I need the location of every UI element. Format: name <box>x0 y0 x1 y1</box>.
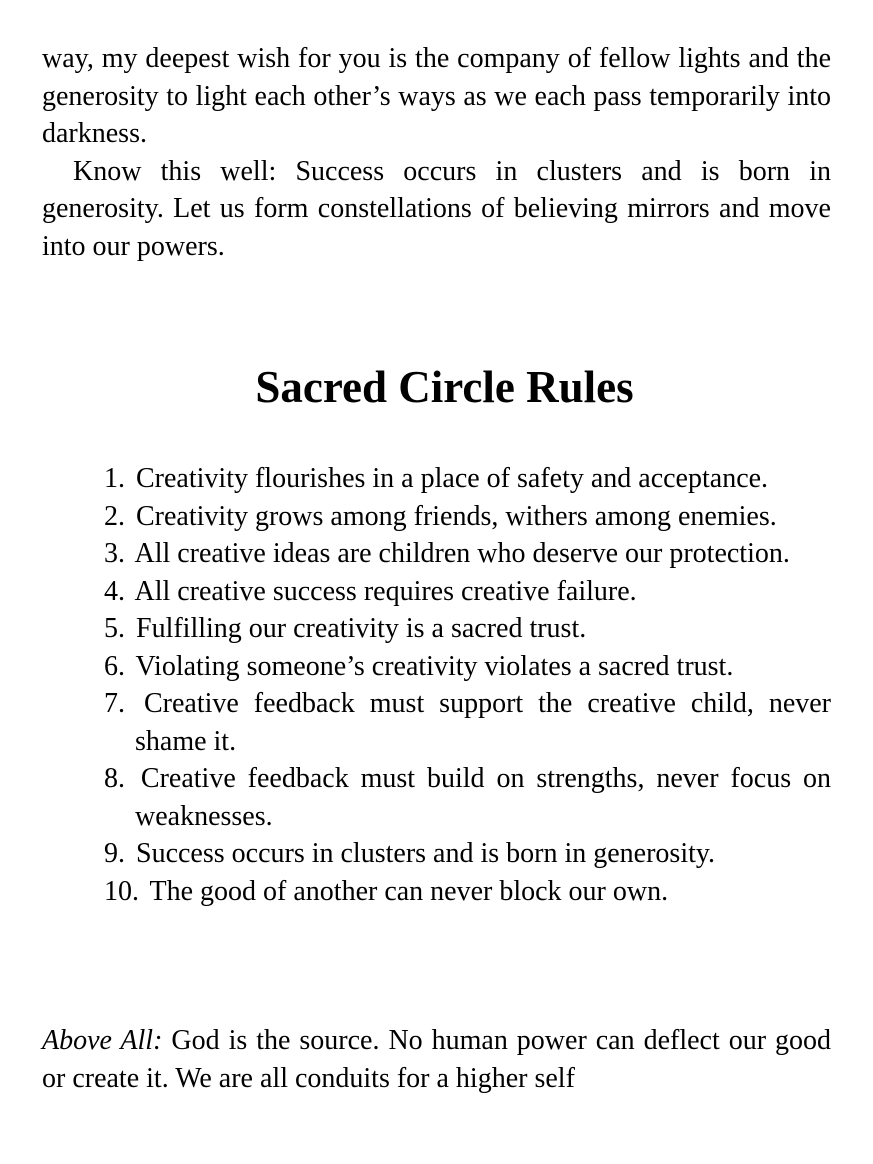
rule-text: All creative success requires creative failure. <box>134 575 637 607</box>
rule-text: The good of another can never block our own. <box>149 875 669 907</box>
rule-item-1 <box>104 460 831 498</box>
rule-item-5 <box>104 610 831 648</box>
rule-number: 2. <box>104 500 125 532</box>
rule-number: 9. <box>104 838 125 869</box>
rule-text: Fulfilling our creativity is a sacred trust. <box>136 613 587 644</box>
rule-number: 1. <box>104 463 125 494</box>
rule-text: All creative ideas are children who deserve our protection. <box>134 538 790 569</box>
rule-number: 8. <box>104 763 125 794</box>
rule-text: Creative feedback must support the creative child, never shame it. <box>135 688 831 757</box>
rule-item-10 <box>104 873 831 911</box>
rule-item-7 <box>104 685 831 760</box>
rules-list <box>104 460 831 910</box>
rule-number: 10. <box>104 875 139 907</box>
rule-item-9 <box>104 835 831 873</box>
above-all-paragraph <box>42 1022 831 1097</box>
rule-item-4 <box>104 573 831 611</box>
rule-text: Violating someone’s creativity violates a sacred trust. <box>135 650 734 682</box>
intro-paragraph-2: Know this well: Success occurs in clusters and is born in generosity. Let us form constellations of believing mirrors and move into our powers. <box>42 155 831 262</box>
rule-text: Creativity grows among friends, withers among enemies. <box>136 500 777 532</box>
book-page <box>42 40 832 1094</box>
rule-item-8 <box>104 760 831 835</box>
rule-item-6 <box>104 648 831 686</box>
rule-number: 7. <box>104 688 125 719</box>
rule-number: 3. <box>104 538 125 569</box>
rule-text: Creative feedback must build on strengths, never focus on weaknesses. <box>135 763 832 832</box>
rule-item-3 <box>104 535 831 573</box>
rule-number: 6. <box>104 650 125 682</box>
rule-item-2 <box>104 498 831 536</box>
rule-number: 4. <box>104 575 125 607</box>
rule-text: Success occurs in clusters and is born in generosity. <box>136 838 716 869</box>
section-title: Sacred Circle Rules <box>255 362 634 412</box>
rule-text: Creativity flourishes in a place of safety and acceptance. <box>136 463 769 494</box>
rule-number: 5. <box>104 613 125 644</box>
above-all-label: Above All: <box>42 1025 163 1056</box>
intro-paragraph-1: way, my deepest wish for you is the company of fellow lights and the generosity to light each other’s ways as we each pass temporarily into darkness. <box>42 43 831 149</box>
above-all-text: God is the source. No human power can deflect our good or create it. We are all conduits for a higher self <box>42 1025 831 1094</box>
